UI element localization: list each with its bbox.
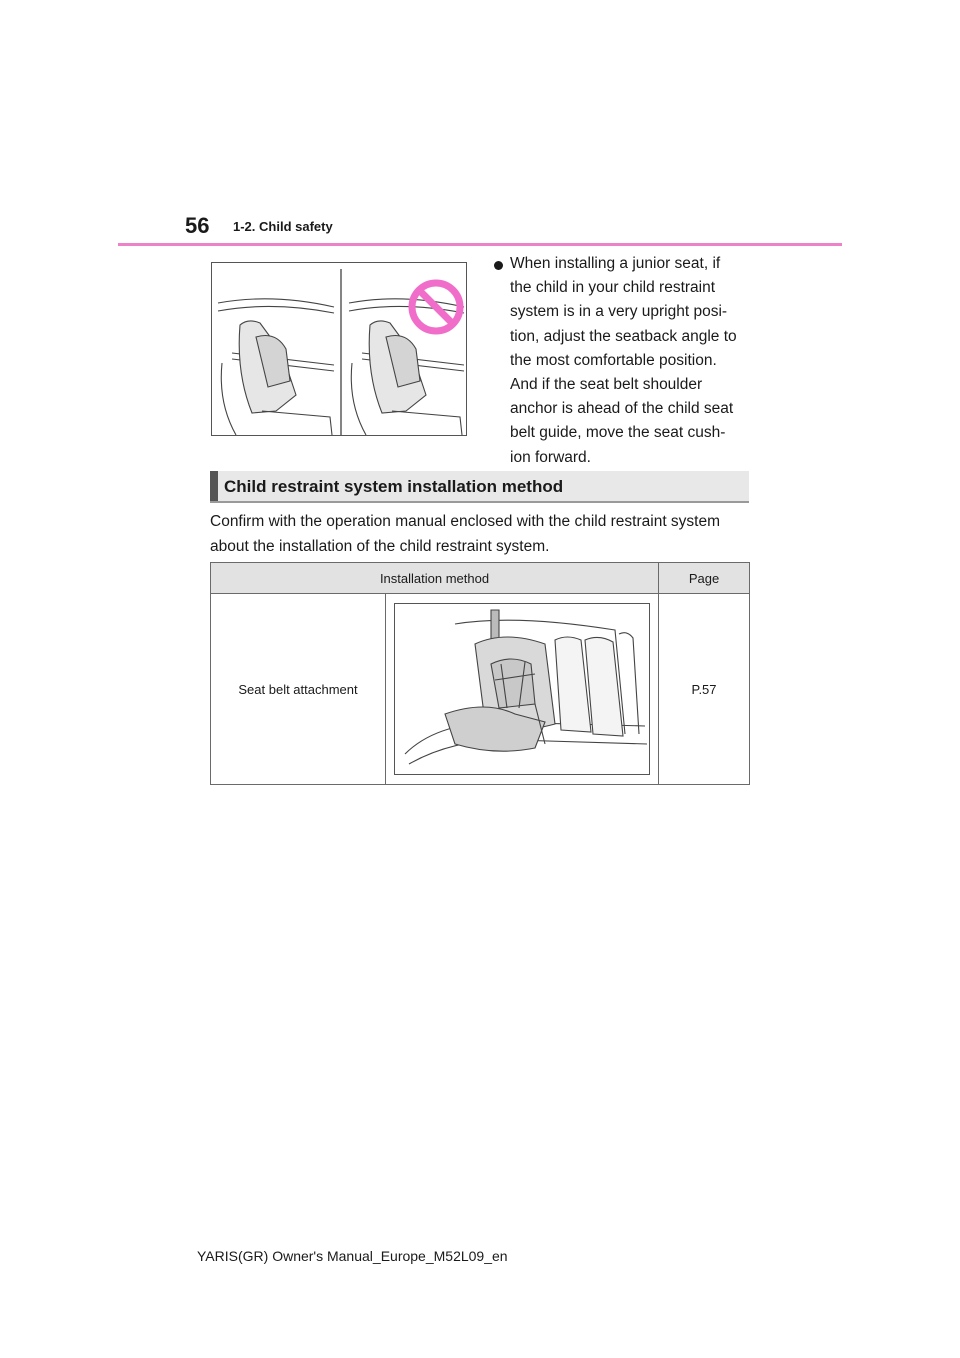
page-reference-cell: P.57 [659,594,750,785]
junior-seat-instruction [510,252,737,470]
intro-line: Confirm with the operation manual enclosed with the child restraint system [210,513,721,530]
method-cell: Seat belt attachment [211,594,386,785]
page-number: 56 [185,213,210,238]
footer-manual-id: YARIS(GR) Owner's Manual_Europe_M52L09_en [197,1248,508,1264]
header-installation-method: Installation method [211,563,659,594]
section-title: Child restraint system installation method [224,477,564,496]
table-row [211,594,750,785]
instruction-line: ion forward. [510,448,591,466]
table-header-row [211,563,750,594]
section-heading-accent [210,471,218,501]
header-page: Page [659,563,750,594]
instruction-line: the child in your child restraint [510,279,716,297]
junior-seat-illustration [211,262,467,436]
seat-belt-attachment-illustration [394,603,650,775]
instruction-line: tion, adjust the seatback angle to [510,327,737,345]
bullet-dot-icon [494,261,503,270]
header-divider [118,243,842,246]
child-seat-drawing [395,604,650,775]
installation-method-table [210,562,750,785]
instruction-line: the most comfortable position. [510,351,717,369]
instruction-line: And if the seat belt shoulder [510,376,703,394]
intro-line: about the installation of the child restraint system. [210,537,550,555]
chapter-label: 1-2. Child safety [233,219,333,234]
instruction-line: When installing a junior seat, if [510,255,721,272]
instruction-line: system is in a very upright posi- [510,303,728,321]
instruction-line: anchor is ahead of the child seat [510,400,734,418]
section-intro [210,510,720,559]
section-heading [210,471,749,503]
illustration-cell [386,594,659,785]
instruction-line: belt guide, move the seat cush- [510,424,726,442]
junior-seat-drawing [212,263,467,436]
